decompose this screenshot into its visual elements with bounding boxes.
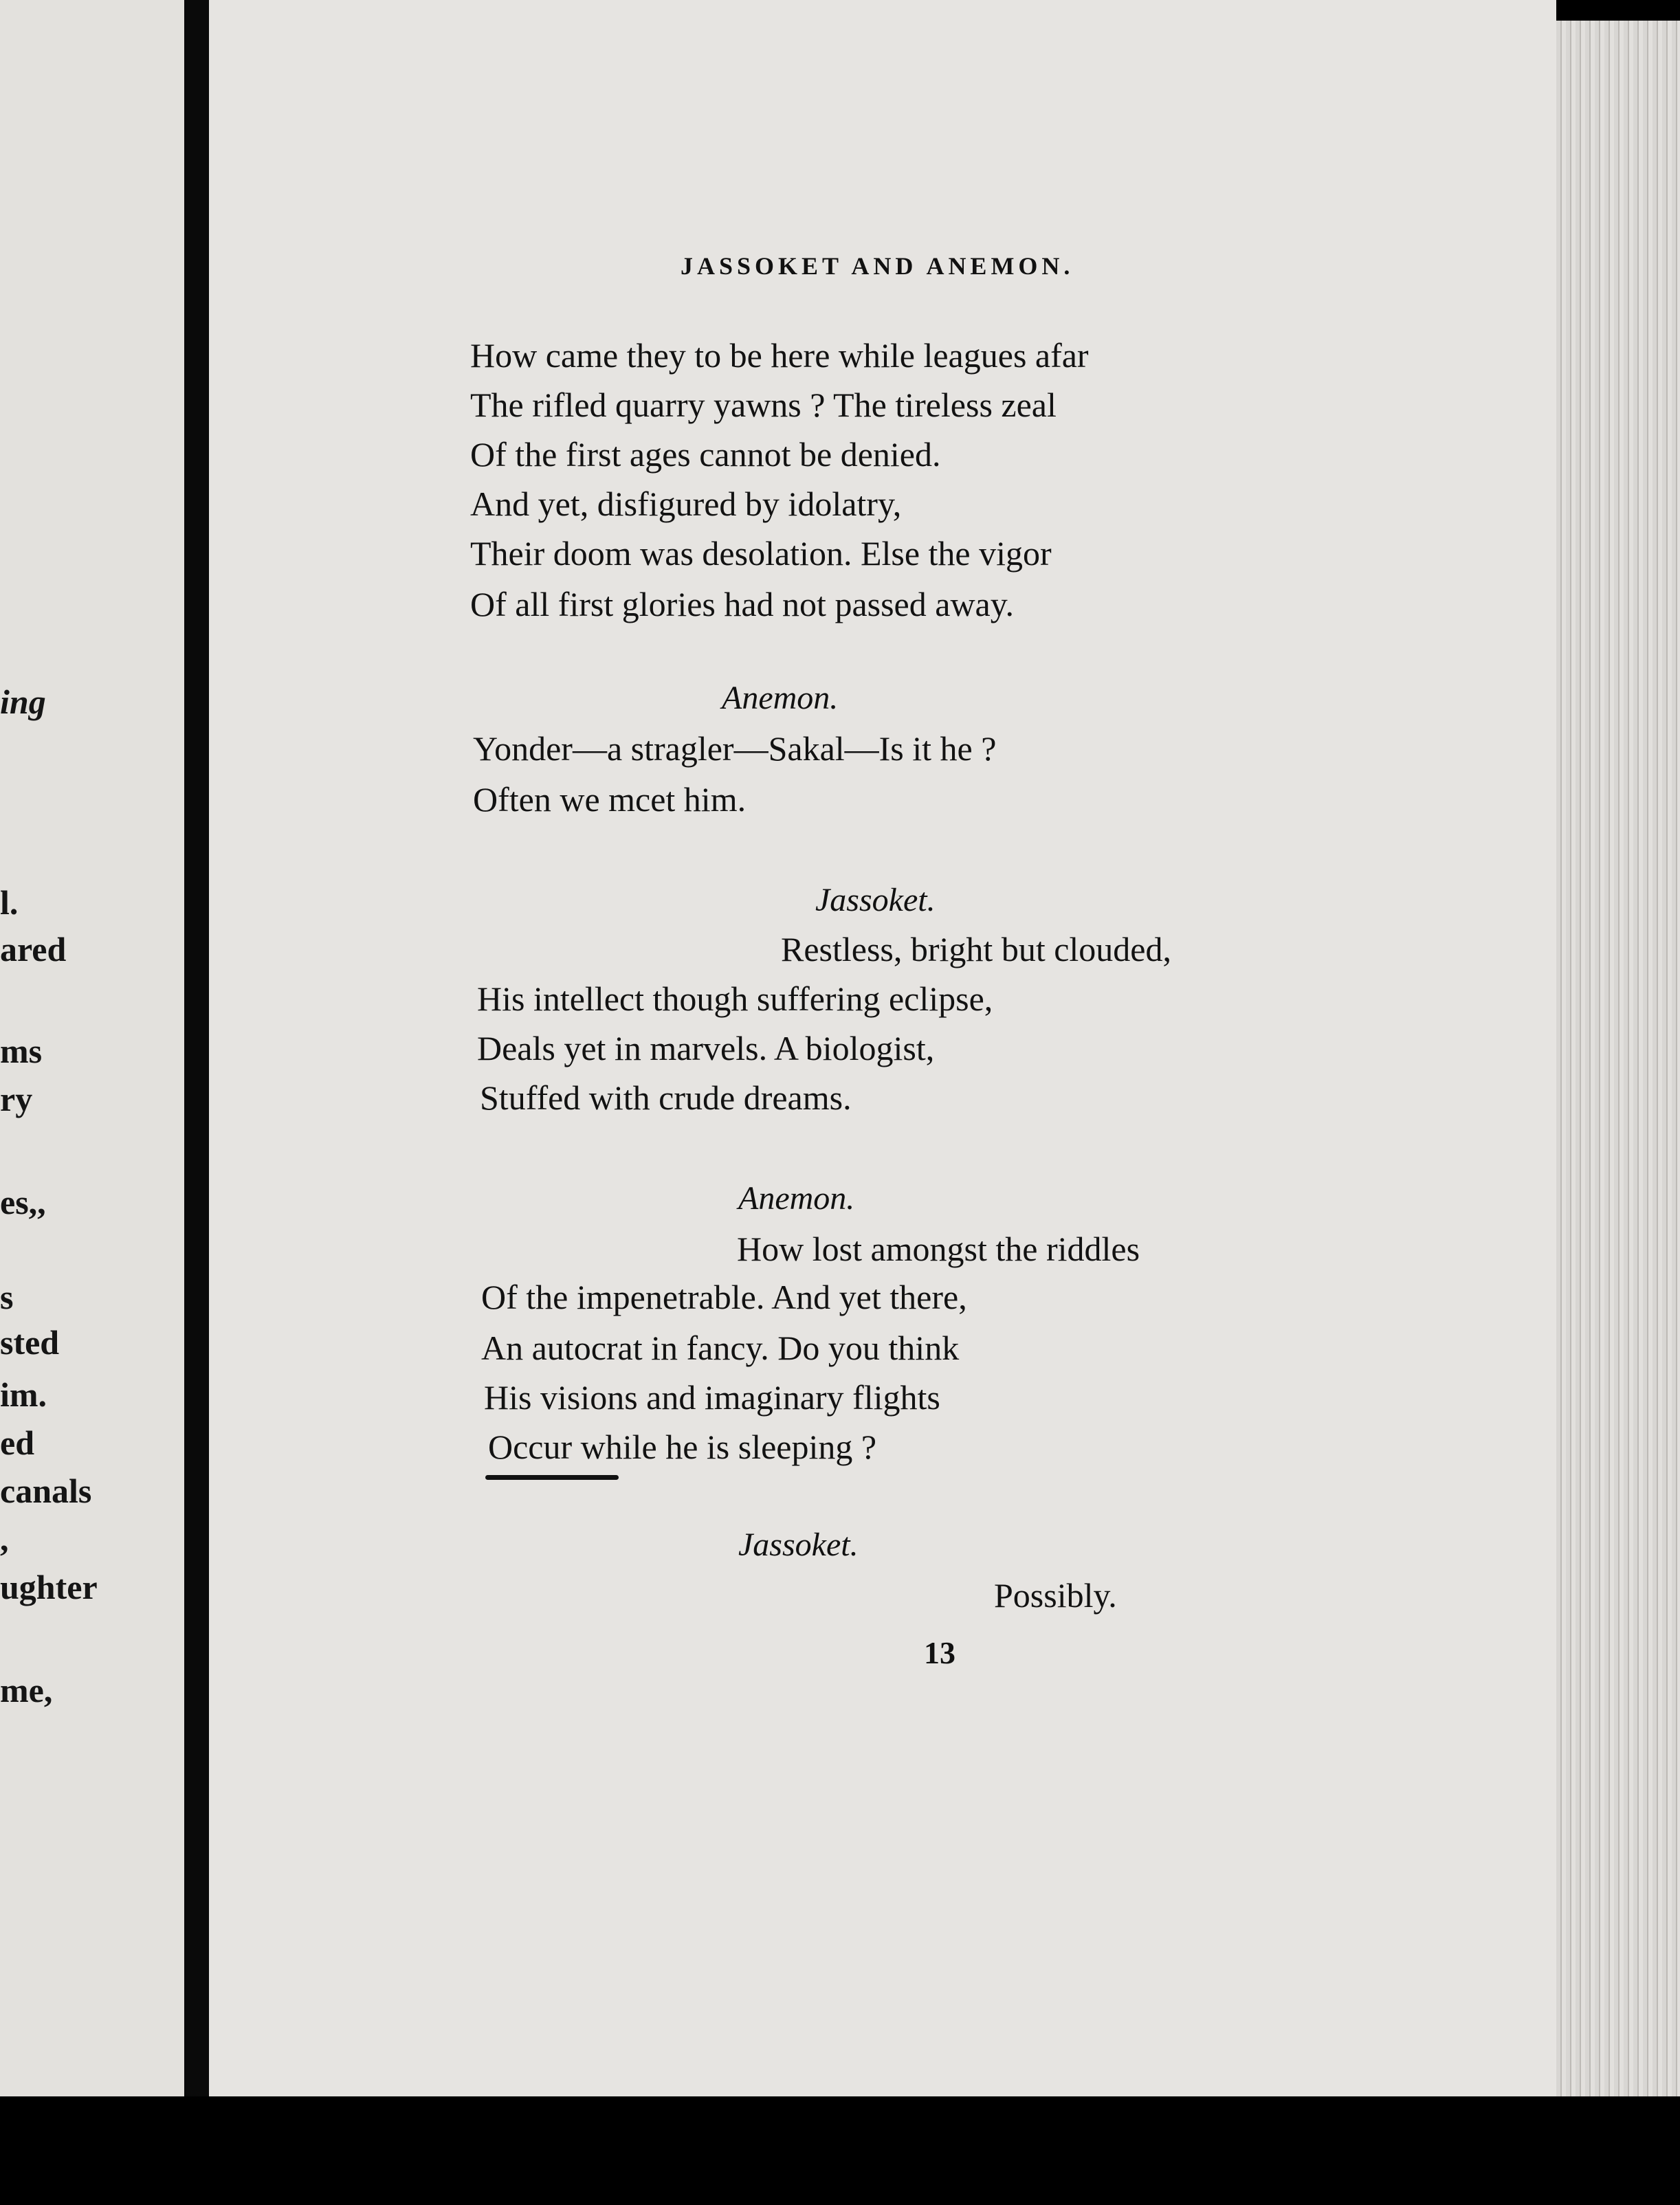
left-fragment: ared (0, 930, 67, 968)
verse-line: Yonder—a stragler—Sakal—Is it he ? (473, 729, 997, 768)
verse-line: His intellect though suffering eclipse, (477, 979, 993, 1018)
left-fragment: canals (0, 1472, 92, 1510)
running-head: JASSOKET AND ANEMON. (681, 252, 1074, 280)
verse-line: Of the impenetrable. And yet there, (481, 1278, 967, 1316)
verse-line: And yet, disfigured by idolatry, (470, 485, 902, 523)
verse-line: The rifled quarry yawns ? The tireless zeal (470, 386, 1057, 424)
verse-line: Stuffed with crude dreams. (480, 1078, 852, 1117)
verse-line: An autocrat in fancy. Do you think (481, 1329, 960, 1367)
verse-line: Possibly. (994, 1576, 1117, 1615)
verse-line: How came they to be here while leagues afar (470, 336, 1089, 375)
left-fragment: , (0, 1520, 9, 1558)
page (209, 0, 1556, 2205)
verse-line: Deals yet in marvels. A biologist, (477, 1029, 935, 1067)
page-number: 13 (924, 1635, 955, 1670)
left-fragment: ed (0, 1423, 34, 1462)
speaker-name: Anemon. (738, 1180, 855, 1217)
verse-line: Of all first glories had not passed away. (470, 585, 1014, 623)
left-page-edge (0, 0, 184, 2205)
left-fragment: me, (0, 1671, 53, 1709)
verse-line: Of the first ages cannot be denied. (470, 435, 941, 474)
book-gutter (184, 0, 209, 2205)
left-fragment: ry (0, 1080, 33, 1118)
pen-underline-mark (485, 1475, 619, 1480)
scan-background (0, 2096, 1680, 2205)
verse-line: How lost amongst the riddles (737, 1230, 1140, 1268)
left-fragment: im. (0, 1375, 47, 1414)
speaker-name: Jassoket. (738, 1527, 859, 1563)
left-fragment: ing (0, 683, 46, 721)
verse-line: Restless, bright but clouded, (781, 930, 1171, 968)
speaker-name: Jassoket. (815, 882, 936, 918)
left-fragment: sted (0, 1323, 60, 1362)
left-fragment: s (0, 1278, 14, 1316)
verse-line: Occur while he is sleeping ? (488, 1428, 877, 1466)
left-fragment: es,, (0, 1183, 46, 1221)
speaker-name: Anemon. (722, 680, 839, 716)
left-fragment: l. (0, 883, 19, 922)
verse-line: His visions and imaginary flights (484, 1378, 940, 1417)
verse-line: Often we mcet him. (473, 780, 747, 819)
verse-line: Their doom was desolation. Else the vigor (470, 534, 1052, 573)
left-fragment: ughter (0, 1568, 98, 1606)
left-fragment: ms (0, 1032, 43, 1070)
page-edges (1556, 21, 1680, 2096)
